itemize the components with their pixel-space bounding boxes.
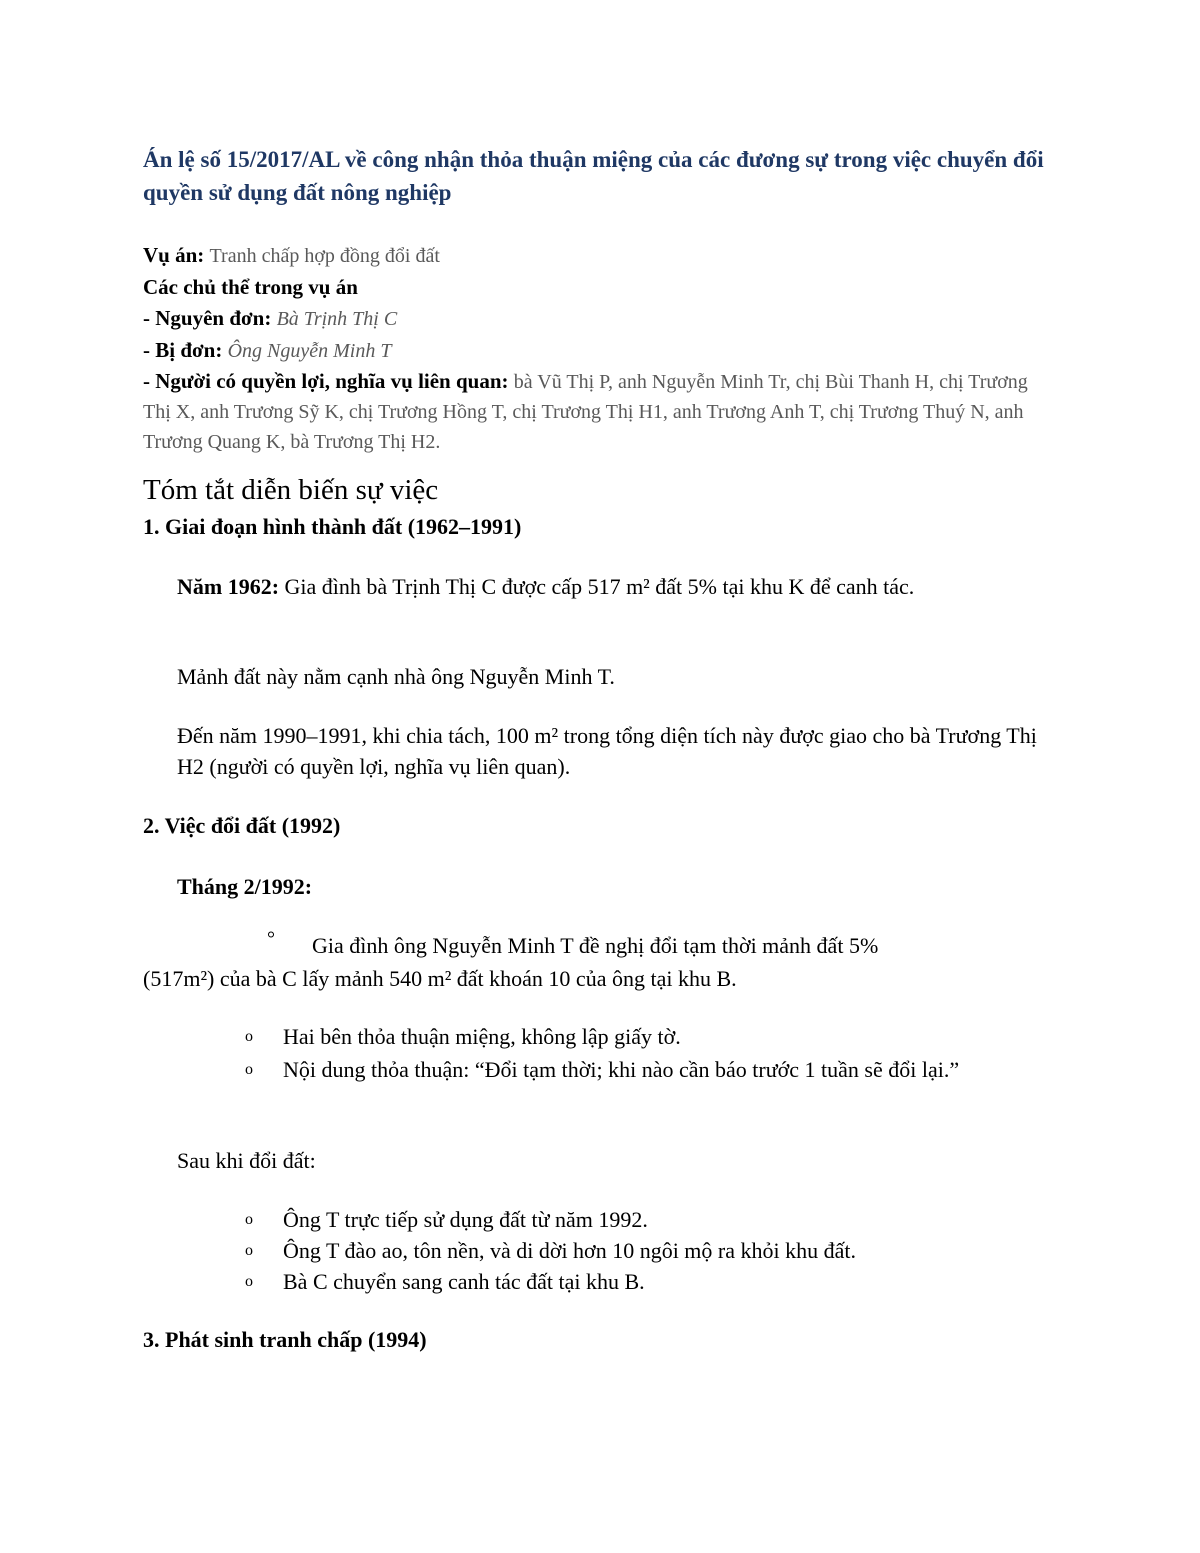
summary-heading: Tóm tắt diễn biến sự việc <box>143 474 439 506</box>
plaintiff-value: Bà Trịnh Thị C <box>276 308 398 330</box>
defendant-label: - Bị đơn: <box>143 338 223 362</box>
case-info <box>143 240 1043 457</box>
degree-marker: ° <box>267 928 275 950</box>
proposal-line-1: Gia đình ông Nguyễn Minh T đề nghị đổi tạm thời mảnh đất 5% <box>312 933 879 958</box>
related-value: bà Vũ Thị P, anh Nguyễn Minh Tr, chị Bùi Thanh H, chị Trương Thị X, anh Trương Sỹ K, chị Trương Hồng T, chị Trương Thị H1, anh Trương Anh T, chị Trương Thuý N, anh Trương Quang K, bà Trương Thị H2. <box>143 371 1028 453</box>
circle-marker: o <box>245 1273 253 1290</box>
proposal-line-2: (517m²) của bà C lấy mảnh 540 m² đất khoán 10 của ông tại khu B. <box>143 966 737 991</box>
section1-heading: 1. Giai đoạn hình thành đất (1962–1991) <box>143 514 522 539</box>
proposal-item <box>143 929 1043 995</box>
section1-paragraph-2: Mảnh đất này nằm cạnh nhà ông Nguyễn Minh T. <box>177 664 615 689</box>
month-label: Tháng 2/1992: <box>177 874 313 899</box>
list-item-text: Nội dung thỏa thuận: “Đổi tạm thời; khi nào cần báo trước 1 tuần sẽ đổi lại.” <box>283 1057 960 1082</box>
list-item <box>245 1235 1045 1266</box>
year-label: Năm 1962: <box>177 574 280 599</box>
list-item <box>245 1266 1045 1297</box>
circle-marker: o <box>245 1028 253 1045</box>
section1-paragraph-3: Đến năm 1990–1991, khi chia tách, 100 m² trong tổng diện tích này được giao cho bà Trương Thị H2 (người có quyền lợi, nghĩa vụ liên quan). <box>177 723 1037 779</box>
section2-heading: 2. Việc đổi đất (1992) <box>143 813 341 838</box>
section3-heading: 3. Phát sinh tranh chấp (1994) <box>143 1327 427 1352</box>
list-item <box>245 1021 1045 1052</box>
list-item-text: Ông T trực tiếp sử dụng đất từ năm 1992. <box>283 1207 648 1232</box>
circle-marker: o <box>245 1211 253 1228</box>
list-item-text: Hai bên thỏa thuận miệng, không lập giấy tờ. <box>283 1024 681 1049</box>
after-exchange-label: Sau khi đổi đất: <box>177 1148 316 1173</box>
related-label: - Người có quyền lợi, nghĩa vụ liên quan: <box>143 369 509 393</box>
circle-marker: o <box>245 1242 253 1259</box>
list-item-text: Ông T đào ao, tôn nền, và di dời hơn 10 ngôi mộ ra khỏi khu đất. <box>283 1238 856 1263</box>
list-item <box>245 1054 1045 1085</box>
plaintiff-label: - Nguyên đơn: <box>143 306 272 330</box>
defendant-value: Ông Nguyễn Minh T <box>227 340 392 362</box>
case-value: Tranh chấp hợp đồng đổi đất <box>209 245 440 267</box>
circle-marker: o <box>245 1061 253 1078</box>
parties-heading: Các chủ thể trong vụ án <box>143 275 358 299</box>
case-label: Vụ án: <box>143 243 205 267</box>
document-title: Án lệ số 15/2017/AL về công nhận thỏa thuận miệng của các đương sự trong việc chuyển đổi quyền sử dụng đất nông nghiệp <box>143 147 1044 205</box>
list-item <box>245 1204 1045 1235</box>
section1-paragraph-1 <box>177 571 1057 602</box>
year-text: Gia đình bà Trịnh Thị C được cấp 517 m² đất 5% tại khu K để canh tác. <box>284 574 915 599</box>
list-item-text: Bà C chuyển sang canh tác đất tại khu B. <box>283 1269 645 1294</box>
